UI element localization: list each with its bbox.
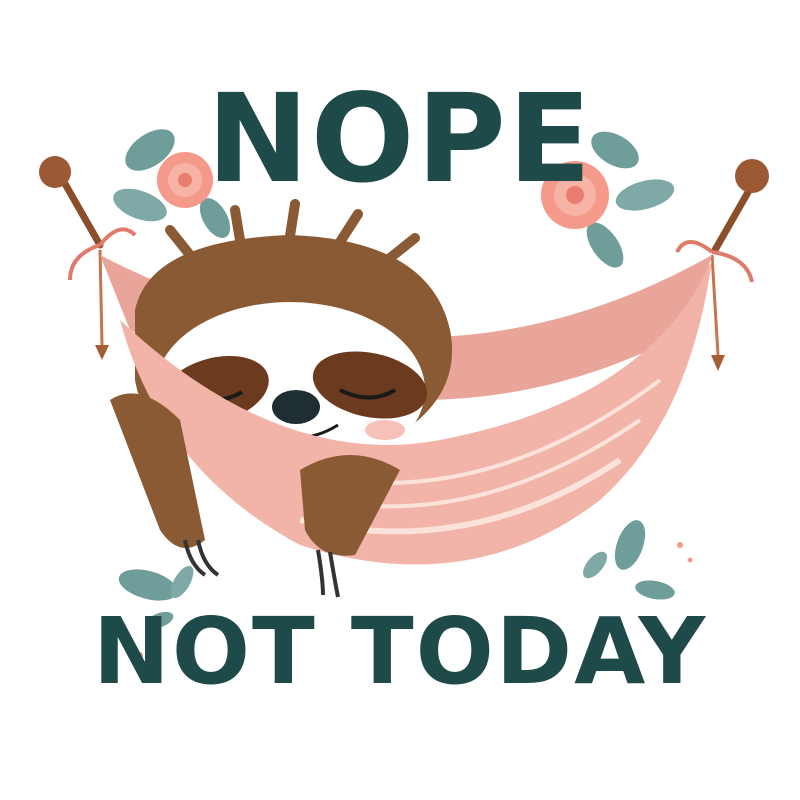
headline-nope: NOPE [206,68,594,210]
nose-icon [272,390,320,424]
leaf-icon [579,548,612,583]
leaves-lower-right [579,516,693,602]
headline-not-today: NOT TODAY [92,598,708,705]
claw-icon [318,550,338,597]
leaf-icon [609,516,651,574]
